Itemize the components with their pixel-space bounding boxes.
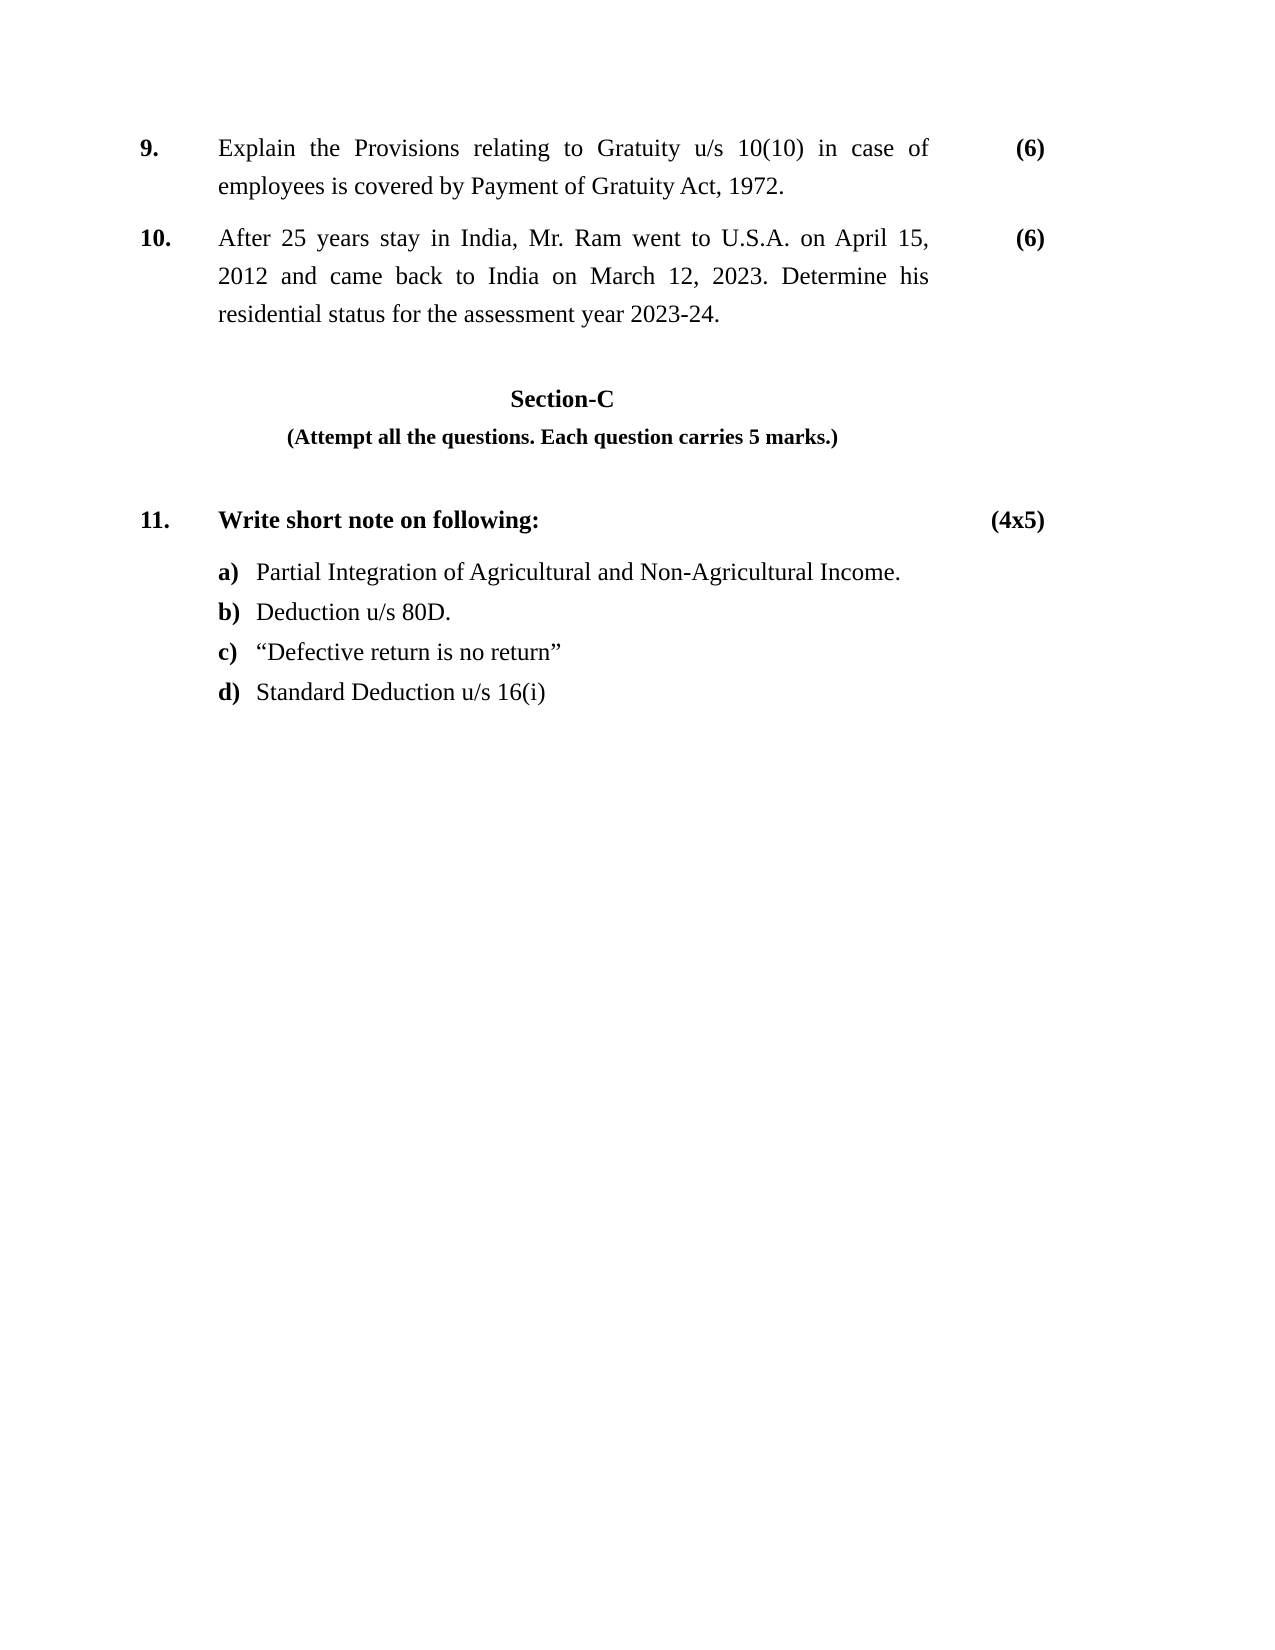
question-marks: (6) [1015, 135, 1045, 162]
section-instruction: (Attempt all the questions. Each question carries 5 marks.) [286, 424, 839, 449]
sub-question-list [140, 554, 1045, 712]
sub-question-label: c) [218, 639, 238, 666]
question-text: Write short note on following: [218, 507, 540, 534]
question-text: After 25 years stay in India, Mr. Ram went to U.S.A. on April 15, 2012 and came back to India on March 12, 2023. Determine his residential status for the assessment year 2023-24. [218, 225, 929, 328]
sub-question-label: d) [218, 679, 241, 706]
list-item [218, 594, 1045, 632]
question-marks: (4x5) [990, 507, 1045, 534]
question-row [140, 220, 1045, 334]
question-number: 11. [140, 507, 170, 534]
sub-question-label: b) [218, 599, 241, 626]
sub-question-text: Standard Deduction u/s 16(i) [256, 679, 546, 706]
sub-question-text: “Defective return is no return” [256, 639, 562, 666]
list-item [218, 674, 1045, 712]
sub-question-label: a) [218, 559, 239, 586]
list-item [218, 554, 1045, 592]
sub-question-text: Deduction u/s 80D. [256, 599, 452, 626]
section-title: Section-C [510, 386, 615, 413]
sub-question-text: Partial Integration of Agricultural and Non-Agricultural Income. [256, 559, 901, 586]
question-text: Explain the Provisions relating to Gratuity u/s 10(10) in case of employees is covered by Payment of Gratuity Act, 1972. [218, 135, 929, 200]
question-row [140, 502, 1045, 540]
list-item [218, 634, 1045, 672]
question-number: 10. [140, 225, 172, 252]
question-row [140, 130, 1045, 206]
question-marks: (6) [1015, 225, 1045, 252]
question-number: 9. [140, 135, 159, 162]
